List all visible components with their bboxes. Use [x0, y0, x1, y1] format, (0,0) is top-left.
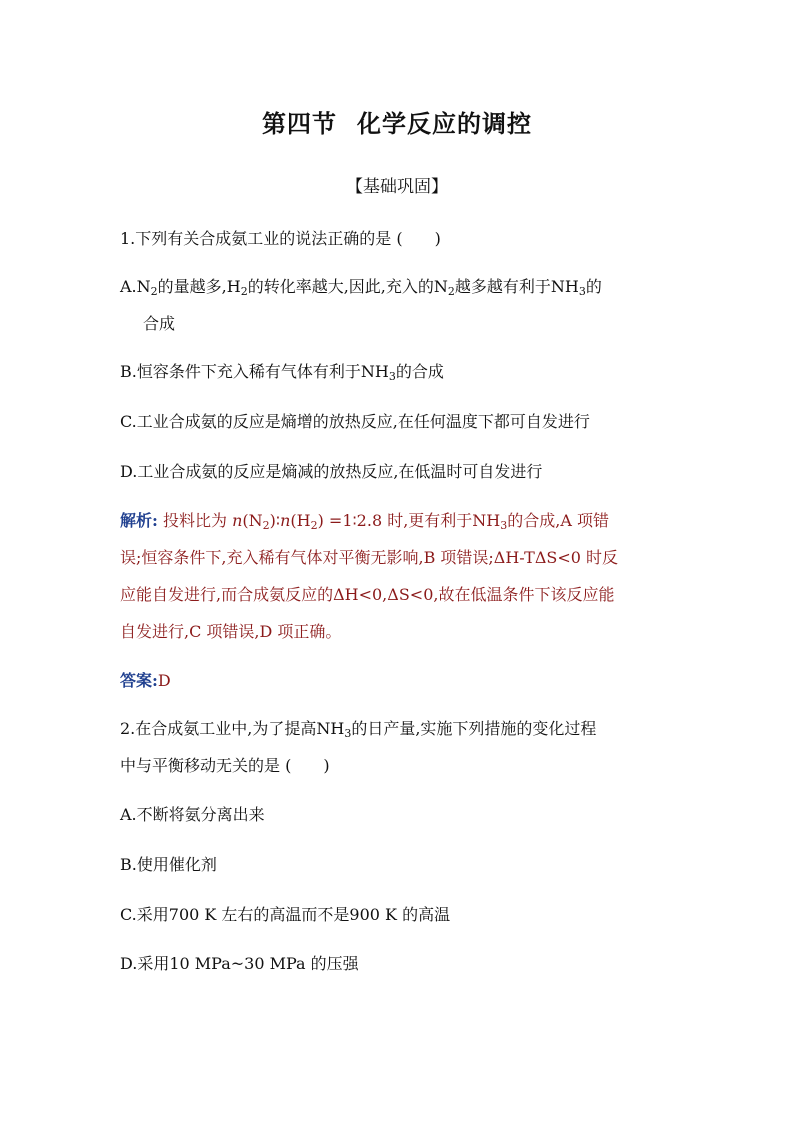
- q1-stem: 1.下列有关合成氨工业的说法正确的是 ( ): [120, 229, 441, 248]
- q1-option-c: C.工业合成氨的反应是熵增的放热反应,在任何温度下都可自发进行: [120, 412, 590, 431]
- q1-analysis-line3: 应能自发进行,而合成氨反应的ΔH<0,ΔS<0,故在低温条件下该反应能: [120, 585, 615, 604]
- answer-label: 答案:: [120, 671, 158, 690]
- q1-analysis-line1: 解析: 投料比为 $n(N_2)∶n(H_2)$ =1∶2.8 时,更有利于$NH_3$的合成,A 项错: [120, 511, 609, 532]
- title-part2: 化学反应的调控: [357, 110, 532, 138]
- section-heading: 【基础巩固】: [346, 177, 448, 197]
- q1-option-b: B.恒容条件下充入稀有气体有利于$NH_3$的合成: [120, 362, 444, 383]
- q1-option-a-cont: 合成: [143, 314, 176, 333]
- q2-option-b: B.使用催化剂: [120, 855, 217, 874]
- q1-option-d: D.工业合成氨的反应是熵减的放热反应,在低温时可自发进行: [120, 462, 543, 481]
- q1-analysis-line2: 误;恒容条件下,充入稀有气体对平衡无影响,B 项错误;ΔH-TΔS<0 时反: [120, 548, 619, 567]
- analysis-label: 解析:: [120, 511, 158, 530]
- q1-option-a: $A.N_2$的量越多$,H_2$的转化率越大,因此,充入的$N_2$越多越有利于$NH_3$的: [120, 277, 602, 298]
- page-title: [0, 104, 794, 139]
- title-part1: 第四节: [262, 110, 337, 138]
- q2-option-c: C.采用700 K 左右的高温而不是900 K 的高温: [120, 905, 451, 924]
- q1-analysis-line4: 自发进行,C 项错误,D 项正确。: [120, 622, 342, 641]
- q2-option-d: D.采用10 MPa~30 MPa 的压强: [120, 954, 359, 973]
- q1-answer: [120, 668, 171, 691]
- q2-option-a: A.不断将氨分离出来: [120, 805, 265, 824]
- q2-stem-line1: 2.在合成氨工业中,为了提高$NH_3$的日产量,实施下列措施的变化过程: [120, 719, 597, 740]
- q2-stem-line2: 中与平衡移动无关的是 ( ): [120, 756, 330, 775]
- answer-value: D: [157, 671, 171, 690]
